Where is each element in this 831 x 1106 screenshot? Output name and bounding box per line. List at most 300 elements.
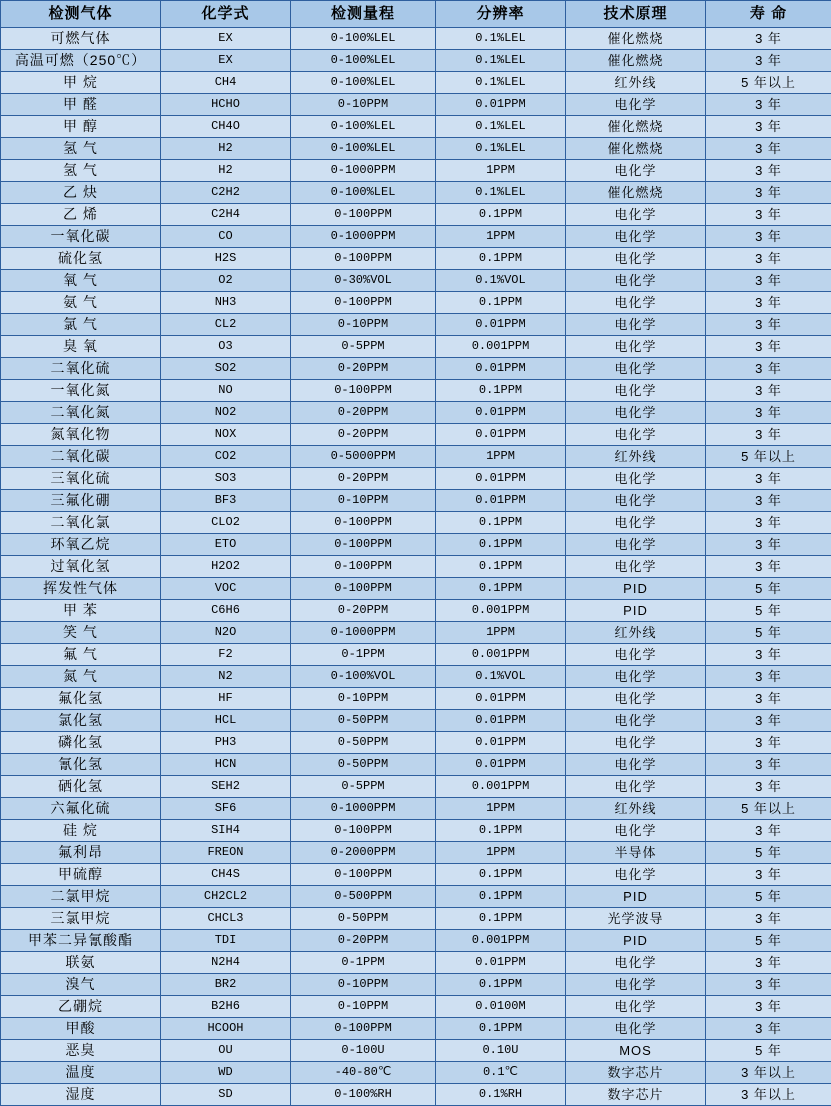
cell-technology: 电化学 <box>566 710 706 732</box>
cell-chemical-formula: H2 <box>161 138 291 160</box>
table-row <box>1 974 831 996</box>
cell-lifespan: 3 年 <box>706 50 831 72</box>
cell-lifespan: 3 年 <box>706 1018 831 1040</box>
cell-lifespan: 3 年 <box>706 358 831 380</box>
cell-lifespan: 3 年 <box>706 974 831 996</box>
cell-chemical-formula: CL2 <box>161 314 291 336</box>
cell-technology: 催化燃烧 <box>566 50 706 72</box>
cell-detection-range: 0-100PPM <box>291 512 436 534</box>
cell-chemical-formula: NO2 <box>161 402 291 424</box>
cell-lifespan: 3 年 <box>706 292 831 314</box>
cell-gas-name: 氰化氢 <box>1 754 161 776</box>
table-row <box>1 556 831 578</box>
cell-resolution: 0.01PPM <box>436 688 566 710</box>
table-row <box>1 798 831 820</box>
table-row <box>1 270 831 292</box>
cell-resolution: 0.001PPM <box>436 776 566 798</box>
table-row <box>1 776 831 798</box>
cell-lifespan: 3 年 <box>706 248 831 270</box>
cell-lifespan: 5 年以上 <box>706 798 831 820</box>
cell-detection-range: 0-100%LEL <box>291 138 436 160</box>
cell-chemical-formula: H2 <box>161 160 291 182</box>
cell-detection-range: 0-10PPM <box>291 314 436 336</box>
cell-resolution: 0.01PPM <box>436 358 566 380</box>
cell-gas-name: 磷化氢 <box>1 732 161 754</box>
cell-technology: 电化学 <box>566 666 706 688</box>
cell-resolution: 0.001PPM <box>436 336 566 358</box>
cell-lifespan: 5 年 <box>706 578 831 600</box>
cell-chemical-formula: FREON <box>161 842 291 864</box>
cell-detection-range: 0-100%LEL <box>291 28 436 50</box>
cell-lifespan: 3 年 <box>706 424 831 446</box>
cell-detection-range: 0-20PPM <box>291 600 436 622</box>
cell-gas-name: 环氧乙烷 <box>1 534 161 556</box>
cell-lifespan: 3 年 <box>706 336 831 358</box>
cell-lifespan: 3 年 <box>706 864 831 886</box>
cell-chemical-formula: PH3 <box>161 732 291 754</box>
cell-chemical-formula: N2O <box>161 622 291 644</box>
cell-resolution: 1PPM <box>436 446 566 468</box>
cell-detection-range: 0-100PPM <box>291 556 436 578</box>
cell-technology: 电化学 <box>566 974 706 996</box>
cell-lifespan: 3 年 <box>706 820 831 842</box>
cell-detection-range: 0-10PPM <box>291 490 436 512</box>
cell-resolution: 0.1PPM <box>436 908 566 930</box>
cell-gas-name: 甲 苯 <box>1 600 161 622</box>
cell-chemical-formula: H2S <box>161 248 291 270</box>
table-row <box>1 1018 831 1040</box>
column-header-gas-name: 检测气体 <box>1 1 161 28</box>
cell-chemical-formula: HCN <box>161 754 291 776</box>
table-row <box>1 226 831 248</box>
cell-chemical-formula: HF <box>161 688 291 710</box>
table-row <box>1 578 831 600</box>
cell-detection-range: 0-2000PPM <box>291 842 436 864</box>
cell-detection-range: 0-100PPM <box>291 578 436 600</box>
cell-chemical-formula: B2H6 <box>161 996 291 1018</box>
cell-resolution: 0.01PPM <box>436 490 566 512</box>
column-header-chemical-formula: 化学式 <box>161 1 291 28</box>
cell-technology: 电化学 <box>566 1018 706 1040</box>
cell-chemical-formula: CO2 <box>161 446 291 468</box>
cell-detection-range: 0-50PPM <box>291 710 436 732</box>
cell-gas-name: 硅 烷 <box>1 820 161 842</box>
cell-detection-range: 0-20PPM <box>291 358 436 380</box>
cell-lifespan: 3 年 <box>706 94 831 116</box>
cell-lifespan: 3 年 <box>706 226 831 248</box>
cell-lifespan: 3 年以上 <box>706 1084 831 1106</box>
cell-technology: 电化学 <box>566 644 706 666</box>
cell-technology: PID <box>566 600 706 622</box>
cell-detection-range: 0-500PPM <box>291 886 436 908</box>
cell-lifespan: 3 年 <box>706 534 831 556</box>
cell-technology: 电化学 <box>566 160 706 182</box>
cell-technology: 红外线 <box>566 446 706 468</box>
cell-technology: 红外线 <box>566 622 706 644</box>
table-header <box>1 1 831 28</box>
cell-technology: 电化学 <box>566 490 706 512</box>
cell-chemical-formula: H2O2 <box>161 556 291 578</box>
header-row <box>1 1 831 28</box>
cell-detection-range: 0-1000PPM <box>291 160 436 182</box>
cell-gas-name: 甲苯二异氰酸酯 <box>1 930 161 952</box>
cell-gas-name: 氢 气 <box>1 138 161 160</box>
cell-chemical-formula: O2 <box>161 270 291 292</box>
cell-detection-range: 0-100%VOL <box>291 666 436 688</box>
cell-chemical-formula: HCHO <box>161 94 291 116</box>
cell-detection-range: 0-1PPM <box>291 952 436 974</box>
table-row <box>1 138 831 160</box>
cell-technology: 电化学 <box>566 556 706 578</box>
cell-resolution: 0.1PPM <box>436 864 566 886</box>
cell-resolution: 0.1PPM <box>436 974 566 996</box>
table-row <box>1 908 831 930</box>
cell-lifespan: 3 年 <box>706 182 831 204</box>
cell-gas-name: 氮氧化物 <box>1 424 161 446</box>
cell-lifespan: 3 年 <box>706 490 831 512</box>
cell-detection-range: 0-1000PPM <box>291 798 436 820</box>
cell-chemical-formula: HCL <box>161 710 291 732</box>
cell-lifespan: 5 年 <box>706 1040 831 1062</box>
cell-resolution: 0.1PPM <box>436 380 566 402</box>
cell-resolution: 0.01PPM <box>436 424 566 446</box>
cell-detection-range: 0-50PPM <box>291 732 436 754</box>
cell-resolution: 0.1%LEL <box>436 50 566 72</box>
table-row <box>1 930 831 952</box>
cell-detection-range: 0-100PPM <box>291 864 436 886</box>
cell-gas-name: 可燃气体 <box>1 28 161 50</box>
cell-resolution: 0.001PPM <box>436 600 566 622</box>
cell-detection-range: 0-100%LEL <box>291 182 436 204</box>
cell-detection-range: 0-100%LEL <box>291 116 436 138</box>
cell-technology: 电化学 <box>566 468 706 490</box>
cell-detection-range: 0-20PPM <box>291 468 436 490</box>
cell-lifespan: 3 年 <box>706 908 831 930</box>
table-row <box>1 402 831 424</box>
cell-technology: 电化学 <box>566 94 706 116</box>
table-row <box>1 160 831 182</box>
cell-gas-name: 臭 氧 <box>1 336 161 358</box>
cell-chemical-formula: SO3 <box>161 468 291 490</box>
cell-lifespan: 3 年 <box>706 402 831 424</box>
cell-chemical-formula: C6H6 <box>161 600 291 622</box>
table-row <box>1 182 831 204</box>
cell-gas-name: 联氨 <box>1 952 161 974</box>
cell-resolution: 0.1%RH <box>436 1084 566 1106</box>
table-row <box>1 666 831 688</box>
table-row <box>1 622 831 644</box>
cell-technology: 催化燃烧 <box>566 116 706 138</box>
cell-chemical-formula: SF6 <box>161 798 291 820</box>
cell-gas-name: 恶臭 <box>1 1040 161 1062</box>
table-row <box>1 534 831 556</box>
cell-technology: 半导体 <box>566 842 706 864</box>
cell-resolution: 1PPM <box>436 842 566 864</box>
cell-lifespan: 3 年 <box>706 754 831 776</box>
cell-detection-range: 0-1000PPM <box>291 226 436 248</box>
cell-technology: 电化学 <box>566 996 706 1018</box>
cell-lifespan: 3 年 <box>706 512 831 534</box>
cell-lifespan: 5 年以上 <box>706 72 831 94</box>
table-row <box>1 204 831 226</box>
cell-resolution: 0.1%LEL <box>436 182 566 204</box>
cell-lifespan: 3 年 <box>706 996 831 1018</box>
cell-gas-name: 一氧化氮 <box>1 380 161 402</box>
cell-lifespan: 3 年 <box>706 556 831 578</box>
cell-technology: 电化学 <box>566 864 706 886</box>
cell-gas-name: 甲酸 <box>1 1018 161 1040</box>
cell-resolution: 0.1PPM <box>436 578 566 600</box>
cell-chemical-formula: WD <box>161 1062 291 1084</box>
cell-detection-range: 0-100PPM <box>291 820 436 842</box>
cell-chemical-formula: CO <box>161 226 291 248</box>
table-body <box>1 28 831 1106</box>
cell-detection-range: 0-20PPM <box>291 930 436 952</box>
cell-lifespan: 5 年 <box>706 886 831 908</box>
cell-technology: 电化学 <box>566 424 706 446</box>
table-row <box>1 72 831 94</box>
cell-gas-name: 氯化氢 <box>1 710 161 732</box>
cell-gas-name: 挥发性气体 <box>1 578 161 600</box>
cell-resolution: 0.1PPM <box>436 512 566 534</box>
cell-detection-range: 0-10PPM <box>291 974 436 996</box>
cell-detection-range: 0-10PPM <box>291 94 436 116</box>
cell-lifespan: 5 年 <box>706 930 831 952</box>
cell-chemical-formula: NOX <box>161 424 291 446</box>
table-row <box>1 732 831 754</box>
table-row <box>1 886 831 908</box>
table-row <box>1 864 831 886</box>
table-row <box>1 820 831 842</box>
table-row <box>1 600 831 622</box>
table-row <box>1 314 831 336</box>
table-row <box>1 644 831 666</box>
cell-chemical-formula: BR2 <box>161 974 291 996</box>
cell-chemical-formula: NO <box>161 380 291 402</box>
table-row <box>1 1084 831 1106</box>
column-header-lifespan: 寿 命 <box>706 1 831 28</box>
cell-lifespan: 3 年 <box>706 270 831 292</box>
cell-gas-name: 甲 烷 <box>1 72 161 94</box>
cell-gas-name: 湿度 <box>1 1084 161 1106</box>
cell-gas-name: 二氯甲烷 <box>1 886 161 908</box>
cell-resolution: 0.001PPM <box>436 930 566 952</box>
cell-gas-name: 氯 气 <box>1 314 161 336</box>
cell-chemical-formula: NH3 <box>161 292 291 314</box>
cell-gas-name: 氟化氢 <box>1 688 161 710</box>
cell-technology: 电化学 <box>566 776 706 798</box>
table-row <box>1 688 831 710</box>
cell-technology: 电化学 <box>566 248 706 270</box>
cell-gas-name: 甲硫醇 <box>1 864 161 886</box>
cell-resolution: 0.10U <box>436 1040 566 1062</box>
cell-gas-name: 温度 <box>1 1062 161 1084</box>
cell-lifespan: 3 年 <box>706 138 831 160</box>
cell-lifespan: 3 年 <box>706 314 831 336</box>
cell-technology: 电化学 <box>566 314 706 336</box>
cell-detection-range: 0-10PPM <box>291 688 436 710</box>
cell-resolution: 0.1PPM <box>436 886 566 908</box>
cell-resolution: 0.01PPM <box>436 952 566 974</box>
cell-detection-range: 0-100U <box>291 1040 436 1062</box>
cell-lifespan: 3 年 <box>706 952 831 974</box>
cell-detection-range: 0-100PPM <box>291 292 436 314</box>
cell-detection-range: 0-100PPM <box>291 1018 436 1040</box>
cell-technology: 数字芯片 <box>566 1084 706 1106</box>
column-header-detection-range: 检测量程 <box>291 1 436 28</box>
cell-technology: 电化学 <box>566 226 706 248</box>
cell-technology: 催化燃烧 <box>566 138 706 160</box>
cell-lifespan: 5 年以上 <box>706 446 831 468</box>
cell-detection-range: 0-5000PPM <box>291 446 436 468</box>
cell-gas-name: 乙 炔 <box>1 182 161 204</box>
cell-detection-range: 0-20PPM <box>291 402 436 424</box>
cell-technology: 电化学 <box>566 292 706 314</box>
cell-chemical-formula: C2H4 <box>161 204 291 226</box>
cell-resolution: 0.01PPM <box>436 314 566 336</box>
table-row <box>1 754 831 776</box>
cell-detection-range: 0-1000PPM <box>291 622 436 644</box>
cell-detection-range: 0-20PPM <box>291 424 436 446</box>
cell-technology: PID <box>566 578 706 600</box>
cell-detection-range: 0-100%LEL <box>291 50 436 72</box>
cell-lifespan: 3 年 <box>706 468 831 490</box>
cell-gas-name: 二氧化氯 <box>1 512 161 534</box>
cell-technology: 电化学 <box>566 820 706 842</box>
cell-chemical-formula: BF3 <box>161 490 291 512</box>
cell-technology: PID <box>566 886 706 908</box>
cell-technology: 电化学 <box>566 688 706 710</box>
table-row <box>1 490 831 512</box>
cell-gas-name: 三氟化硼 <box>1 490 161 512</box>
cell-gas-name: 乙 烯 <box>1 204 161 226</box>
cell-chemical-formula: C2H2 <box>161 182 291 204</box>
cell-technology: 数字芯片 <box>566 1062 706 1084</box>
cell-lifespan: 3 年 <box>706 204 831 226</box>
cell-resolution: 0.1%VOL <box>436 270 566 292</box>
table-row <box>1 1040 831 1062</box>
cell-chemical-formula: N2H4 <box>161 952 291 974</box>
table-row <box>1 446 831 468</box>
cell-lifespan: 5 年 <box>706 842 831 864</box>
cell-resolution: 0.01PPM <box>436 732 566 754</box>
cell-chemical-formula: SD <box>161 1084 291 1106</box>
cell-chemical-formula: SEH2 <box>161 776 291 798</box>
cell-resolution: 0.1PPM <box>436 204 566 226</box>
column-header-technology: 技术原理 <box>566 1 706 28</box>
cell-technology: PID <box>566 930 706 952</box>
cell-detection-range: 0-5PPM <box>291 776 436 798</box>
cell-gas-name: 氨 气 <box>1 292 161 314</box>
cell-chemical-formula: ETO <box>161 534 291 556</box>
cell-resolution: 0.01PPM <box>436 402 566 424</box>
cell-gas-name: 氧 气 <box>1 270 161 292</box>
cell-technology: 电化学 <box>566 380 706 402</box>
cell-gas-name: 氢 气 <box>1 160 161 182</box>
table-row <box>1 336 831 358</box>
cell-chemical-formula: TDI <box>161 930 291 952</box>
cell-resolution: 0.1PPM <box>436 534 566 556</box>
cell-resolution: 1PPM <box>436 226 566 248</box>
cell-resolution: 1PPM <box>436 160 566 182</box>
cell-detection-range: 0-100PPM <box>291 204 436 226</box>
cell-technology: 红外线 <box>566 798 706 820</box>
cell-technology: 电化学 <box>566 204 706 226</box>
cell-lifespan: 5 年 <box>706 600 831 622</box>
table-row <box>1 842 831 864</box>
table-row <box>1 468 831 490</box>
table-row <box>1 50 831 72</box>
cell-technology: 催化燃烧 <box>566 182 706 204</box>
cell-detection-range: 0-100PPM <box>291 380 436 402</box>
cell-gas-name: 三氧化硫 <box>1 468 161 490</box>
cell-lifespan: 3 年 <box>706 710 831 732</box>
table-row <box>1 248 831 270</box>
cell-detection-range: 0-30%VOL <box>291 270 436 292</box>
cell-detection-range: 0-1PPM <box>291 644 436 666</box>
cell-resolution: 0.1%LEL <box>436 138 566 160</box>
cell-lifespan: 3 年 <box>706 732 831 754</box>
cell-technology: 红外线 <box>566 72 706 94</box>
cell-technology: 光学波导 <box>566 908 706 930</box>
table-row <box>1 512 831 534</box>
cell-detection-range: 0-50PPM <box>291 908 436 930</box>
cell-lifespan: 3 年 <box>706 776 831 798</box>
cell-chemical-formula: CH4S <box>161 864 291 886</box>
cell-detection-range: 0-100%RH <box>291 1084 436 1106</box>
cell-detection-range: -40-80℃ <box>291 1062 436 1084</box>
cell-detection-range: 0-100PPM <box>291 534 436 556</box>
cell-resolution: 0.1PPM <box>436 1018 566 1040</box>
cell-lifespan: 3 年 <box>706 644 831 666</box>
cell-chemical-formula: SO2 <box>161 358 291 380</box>
column-header-resolution: 分辨率 <box>436 1 566 28</box>
table-row <box>1 292 831 314</box>
cell-lifespan: 5 年 <box>706 622 831 644</box>
table-row <box>1 358 831 380</box>
cell-technology: 电化学 <box>566 512 706 534</box>
cell-detection-range: 0-10PPM <box>291 996 436 1018</box>
table-row <box>1 1062 831 1084</box>
cell-technology: 电化学 <box>566 952 706 974</box>
cell-resolution: 0.1%VOL <box>436 666 566 688</box>
cell-chemical-formula: CLO2 <box>161 512 291 534</box>
cell-chemical-formula: O3 <box>161 336 291 358</box>
cell-gas-name: 硒化氢 <box>1 776 161 798</box>
cell-gas-name: 笑 气 <box>1 622 161 644</box>
cell-detection-range: 0-5PPM <box>291 336 436 358</box>
cell-lifespan: 3 年以上 <box>706 1062 831 1084</box>
cell-resolution: 0.01PPM <box>436 710 566 732</box>
cell-chemical-formula: HCOOH <box>161 1018 291 1040</box>
cell-gas-name: 溴气 <box>1 974 161 996</box>
cell-technology: 电化学 <box>566 402 706 424</box>
cell-gas-name: 二氧化硫 <box>1 358 161 380</box>
cell-technology: 电化学 <box>566 336 706 358</box>
cell-chemical-formula: CHCL3 <box>161 908 291 930</box>
cell-chemical-formula: N2 <box>161 666 291 688</box>
table-row <box>1 28 831 50</box>
cell-lifespan: 3 年 <box>706 666 831 688</box>
cell-gas-name: 高温可燃（250℃） <box>1 50 161 72</box>
cell-resolution: 0.01PPM <box>436 94 566 116</box>
table-row <box>1 952 831 974</box>
cell-technology: 电化学 <box>566 732 706 754</box>
table-row <box>1 380 831 402</box>
cell-resolution: 1PPM <box>436 622 566 644</box>
cell-resolution: 0.01PPM <box>436 754 566 776</box>
cell-technology: MOS <box>566 1040 706 1062</box>
